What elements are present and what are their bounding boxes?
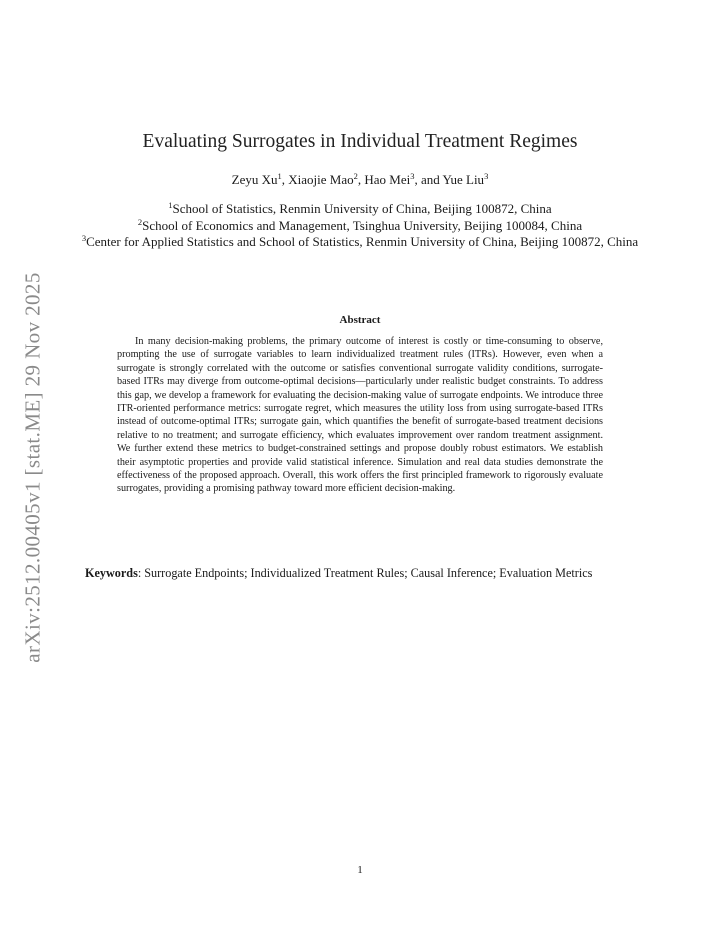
affiliation-mark: 3 [81,233,87,243]
arxiv-identifier-text: arXiv:2512.00405v1 [stat.ME] 29 Nov 2025 [20,272,45,663]
affiliation-text: Center for Applied Statistics and School of Statistics, Renmin University of China, Beijing 100872, China [86,234,639,249]
affiliation-list [80,201,640,251]
author-name: Zeyu Xu [231,172,278,187]
author-affiliation-mark: 3 [410,171,415,181]
page-number: 1 [357,864,363,876]
keywords-text: : Surrogate Endpoints; Individualized Treatment Rules; Causal Inference; Evaluation Metrics [137,566,593,580]
author-separator: , and [414,172,443,187]
affiliation [80,218,640,235]
author-affiliation-mark: 1 [277,171,282,181]
affiliation [80,201,640,218]
affiliation-mark: 2 [137,216,143,227]
author-name: Hao Mei [364,172,411,187]
author-affiliation-mark: 2 [353,171,358,181]
keywords-label: Keywords [85,566,138,580]
affiliation-text: School of Statistics, Renmin University of China, Beijing 100872, China [172,201,552,216]
abstract-heading: Abstract [339,314,381,326]
author-name: Xiaojie Mao [288,172,354,187]
author-list [0,172,720,188]
author-separator: , [281,172,289,187]
keywords-section [85,566,637,582]
affiliation [80,234,640,251]
paper-title: Evaluating Surrogates in Individual Treatment Regimes [142,131,578,152]
author-separator: , [357,172,365,187]
affiliation-text: School of Economics and Management, Tsinghua University, Beijing 100084, China [142,217,583,233]
affiliation-mark: 1 [168,200,173,210]
author-affiliation-mark: 3 [484,171,489,181]
abstract-body: In many decision-making problems, the primary outcome of interest is costly or time-consuming to observe, prompting the use of surrogate variables to learn individualized treatment rules (ITRs). However, even when a surrogate is strongly correlated with the outcome or satisfies conventional surrogate validity conditions, surrogate-based ITRs may diverge from outcome-optimal decisions—particularly under realistic budget constraints. To address this gap, we develop a framework for evaluating the decision-making value of surrogate endpoints. We introduce three ITR-oriented performance metrics: surrogate regret, which measures the utility loss from using surrogate-based ITRs instead of outcome-optimal ITRs; surrogate gain, which quantifies the benefit of surrogate-based treatment decisions relative to no treatment; and surrogate efficiency, which evaluates improvement over random treatment assignment. We further extend these metrics to budget-constrained settings and propose doubly robust estimators. We establish their asymptotic properties and provide valid statistical inference. Simulation and real data studies demonstrate the effectiveness of the proposed approach. Overall, this work offers the first principled framework to rigorously evaluate surrogates, providing a promising pathway toward more efficient decision-making. [117,336,603,495]
author-name: Yue Liu [442,172,485,187]
